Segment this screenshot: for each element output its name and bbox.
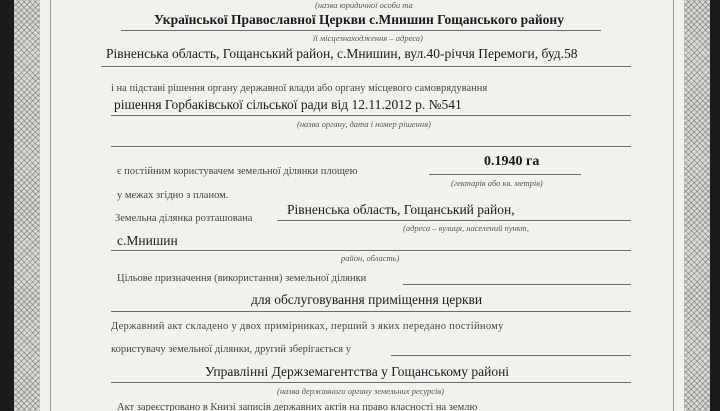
underline [391, 355, 631, 356]
caption-area: (гектарів або кв. метрів) [451, 178, 543, 188]
caption-decision: (назва органу, дата і номер рішення) [297, 119, 431, 129]
church-name: Української Православної Церкви с.Мнишин Гощанського району [154, 12, 564, 27]
area-value: 0.1940 га [484, 154, 540, 169]
underline [101, 66, 631, 67]
underline [111, 382, 631, 383]
caption-address: (адреса – вулиця, населений пункт, [403, 223, 530, 233]
document-body [50, 0, 674, 411]
underline [429, 174, 581, 175]
location-line-1: Рівненська область, Гощанський район, [287, 202, 515, 217]
act-text-line-1: Державний акт складено у двох примірниках, перший з яких передано постійному [111, 321, 504, 332]
decision-value: рішення Горбаківської сільської ради від 12.11.2012 р. №541 [114, 97, 462, 112]
caption-location: її місцезнаходження – адреса) [313, 33, 423, 43]
caption-region: район, область) [341, 253, 400, 263]
user-text: є постійним користувачем земельної ділянки площею [117, 166, 358, 177]
ornamental-border-right [684, 0, 710, 411]
underline [111, 311, 631, 312]
document-sheet [14, 0, 710, 411]
underline [121, 30, 601, 31]
address-value: Рівненська область, Гощанський район, с.Мнишин, вул.40-річчя Перемоги, буд.58 [106, 46, 578, 61]
underline [111, 146, 631, 147]
underline [277, 220, 631, 221]
ornamental-border-left [14, 0, 40, 411]
underline [111, 115, 631, 116]
act-text-line-2: користувачу земельної ділянки, другий зберігається у [111, 344, 352, 355]
located-text: Земельна ділянка розташована [115, 213, 253, 224]
location-line-2: с.Мнишин [117, 233, 178, 248]
purpose-text: Цільове призначення (використання) земельної ділянки [117, 273, 367, 284]
basis-text: і на підставі рішення органу державної влади або органу місцевого самоврядування [111, 83, 488, 94]
caption-agency: (назва державного органу земельних ресурсів) [277, 386, 444, 396]
purpose-value: для обслуговування приміщення церкви [251, 292, 483, 307]
underline [111, 250, 631, 251]
plan-text: у межах згідно з планом. [117, 190, 229, 201]
agency-value: Управлінні Держземагентства у Гощанському районі [205, 364, 510, 379]
caption-legal-entity: (назва юридичної особи та [315, 0, 413, 10]
registered-text: Акт зареєстровано в Книзі записів державних актів на право власності на землю [117, 402, 478, 411]
underline [403, 284, 631, 285]
